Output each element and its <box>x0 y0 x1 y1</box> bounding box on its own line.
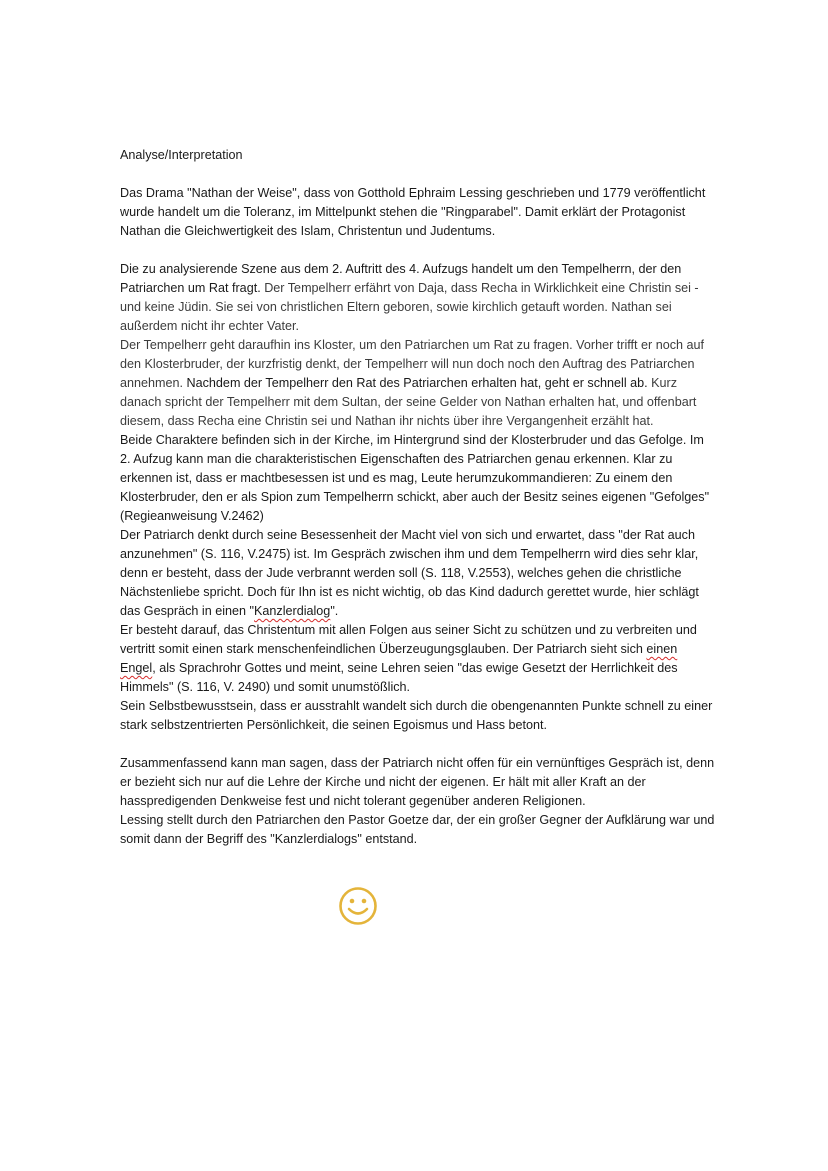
analysis-text: Der Patriarch denkt durch seine Besessenheit der Macht viel von sich und erwartet, dass "der Rat auch anzunehmen" (S. 116, V.2475) ist. Im Gespräch zwischen ihm und dem Tempelherrn wird dies sehr klar, denn er besteht, dass der Jude verbrannt werden soll (S. 118, V.2553), welches gehen die christliche Nächstenliebe spricht. Doch für Ihn ist es nicht wichtig, ob das Kind dadurch gerettet wurde, hier schlägt das Gespräch in einen " <box>120 528 699 618</box>
spellcheck-marked-phrase[interactable]: einen Engel <box>120 642 678 675</box>
document-body <box>120 146 716 849</box>
belief-text: Er besteht darauf, das Christentum mit allen Folgen aus seiner Sicht zu schützen und zu verbreiten und vertritt somit einen stark menschenfeindlichen Überzeugungsglauben. Der Patriarch sieht sich <box>120 623 697 656</box>
paragraph-intro: Das Drama "Nathan der Weise", dass von Gotthold Ephraim Lessing geschrieben und 1779 veröffentlicht wurde handelt um die Toleranz, im Mittelpunkt stehen die "Ringparabel". Damit erklärt der Protagonist Nathan die Gleichwertigkeit des Islam, Christentun und Judentums. <box>120 186 706 238</box>
paragraph-plot <box>120 336 716 431</box>
paragraph-characters: Beide Charaktere befinden sich in der Kirche, im Hintergrund sind der Klosterbruder und das Gefolge. Im 2. Aufzug kann man die charakteristischen Eigenschaften des Patriarchen genau erkennen. Klar zu erkennen ist, dass er machtbesessen ist und es mag, Leute herumzukommandieren: Zu einem den Klosterbruder, den er als Spion zum Tempelherrn schickt, aber auch der Besitz seines eigenen "Gefolges" (Regieanweisung V.2462) <box>120 433 710 523</box>
paragraph-lessing: Lessing stellt durch den Patriarchen den Pastor Goetze dar, der ein großer Gegner der Aufklärung war und somit dann der Begriff des "Kanzlerdialogs" entstand. <box>120 813 715 846</box>
analysis-text-end: ". <box>330 604 339 618</box>
spellcheck-marked-word[interactable]: Kanzlerdialog <box>254 604 331 618</box>
plot-before: Der Tempelherr geht daraufhin ins Kloster, um den Patriarchen um Rat zu fragen. Vorher trifft er noch auf den Klosterbruder, der kurzfristig denkt, der Tempelherr will nun doch noch den Auftrag des Patriarchen annehmen. <box>120 338 705 390</box>
plot-after: Kurz danach spricht der Tempelherr mit dem Sultan, der seine Gelder von Nathan erhalten hat, und offenbart diesem, dass Recha eine Christin sei und Nathan ihr nichts über ihre Vergangenheit erzählt hat. <box>120 376 697 428</box>
paragraph-scene <box>120 260 716 336</box>
smiley-face-icon <box>338 886 378 926</box>
plot-during: Nachdem der Tempelherr den Rat des Patriarchen erhalten hat, geht er schnell ab. <box>183 376 648 390</box>
scene-detail: Der Tempelherr erfährt von Daja, dass Recha in Wirklichkeit eine Christin sei - und keine Jüdin. Sie sei von christlichen Eltern geboren, sowie kirchlich getauft worden. Nathan sei außerdem nicht ihr echter Vater. <box>120 281 699 333</box>
paragraph-selfconfidence: Sein Selbstbewusstsein, dass er ausstrahlt wandelt sich durch die obengenannten Punkte schnell zu einer stark selbstzentrierten Persönlichkeit, die seinen Egoismus und Hass betont. <box>120 699 713 732</box>
scene-sentence: Die zu analysierende Szene aus dem 2. Auftritt des 4. Aufzugs handelt um den Tempelherrn, der den Patriarchen um Rat fragt. <box>120 262 682 295</box>
paragraph-belief <box>120 621 716 697</box>
paragraph-analysis <box>120 526 716 621</box>
belief-text-end: , als Sprachrohr Gottes und meint, seine Lehren seien "das ewige Gesetzt der Herrlichkeit des Himmels" (S. 116, V. 2490) und somit unumstößlich. <box>120 661 678 694</box>
document-title: Analyse/Interpretation <box>120 148 243 162</box>
paragraph-conclusion: Zusammenfassend kann man sagen, dass der Patriarch nicht offen für ein vernünftiges Gespräch ist, denn er bezieht sich nur auf die Lehre der Kirche und nicht der eigenen. Er hält mit aller Kraft an der hasspredigenden Denkweise fest und nicht tolerant gegenüber anderen Religionen. <box>120 756 715 808</box>
